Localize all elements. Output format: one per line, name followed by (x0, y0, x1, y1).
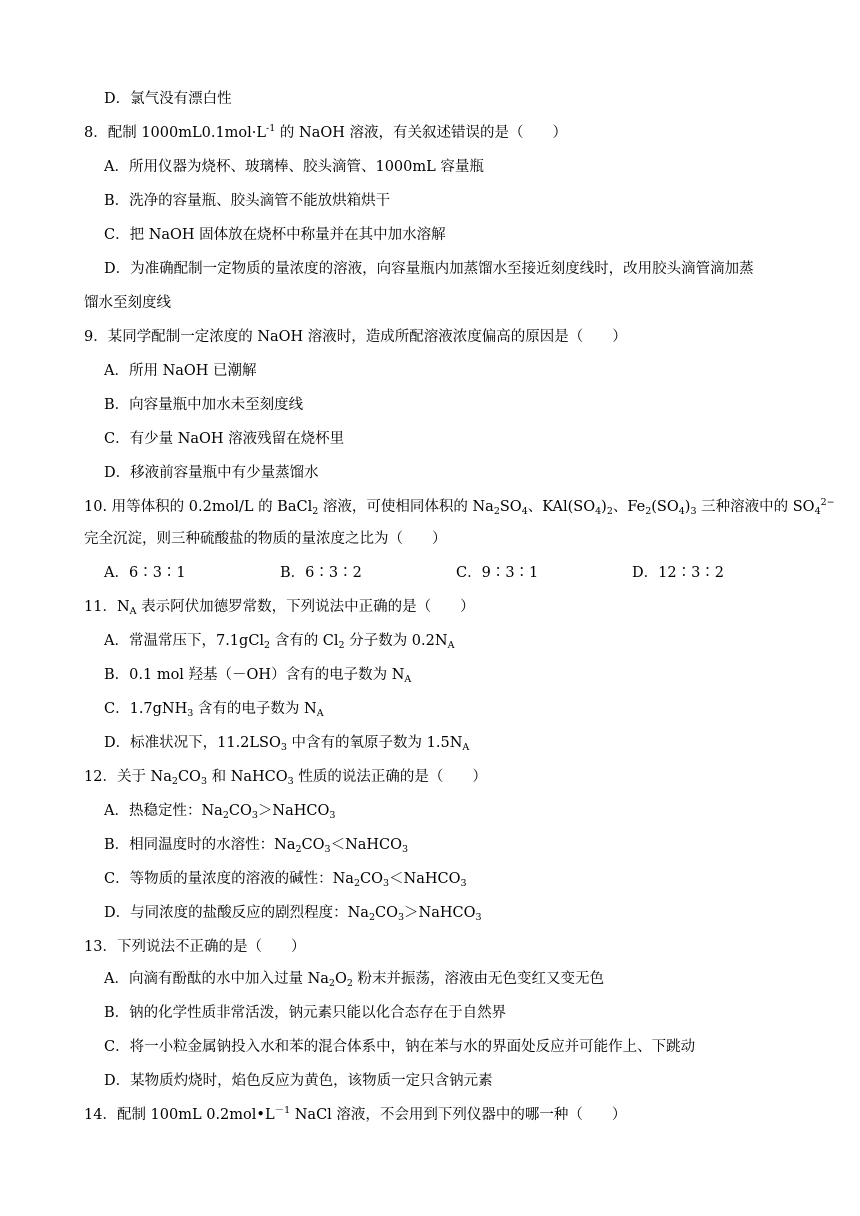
q11-option-a: A．常温常压下，7.1gCl$_2$ 含有的 $Cl_2$ 分子数为 $0.2N_A$ (104, 633, 455, 651)
q12-option-c: C．等物质的量浓度的溶液的碱性：$Na_2CO_3<NaHCO_3$ (104, 871, 467, 889)
q9-option-d: D．移液前容量瓶中有少量蒸馏水 (104, 465, 319, 481)
q8-option-a: A．所用仪器为烧杯、玻璃棒、胶头滴管、1000mL 容量瓶 (104, 159, 484, 175)
q13-option-a: A．向滴有酚酞的水中加入过量 $Na_2O_2$ 粉末并振荡，溶液由无色变红又变无色 (104, 971, 605, 989)
q10-option-c: C．9∶3∶1 (456, 565, 539, 581)
q10-option-a: A．6∶3∶1 (104, 565, 186, 581)
q12-option-a: A．热稳定性：$Na_2CO_3>NaHCO_3$ (104, 803, 336, 821)
q12-stem: 12．关于 $Na_2CO_3$ 和 NaHCO$_3$ 性质的说法正确的是（ ） (84, 769, 487, 787)
q11-option-b: B．0.1 mol 羟基（－OH）含有的电子数为 $N_A$ (104, 667, 412, 685)
q9-stem: 9．某同学配制一定浓度的 NaOH 溶液时，造成所配溶液浓度偏高的原因是（ ） (84, 329, 627, 345)
q8-option-d: D．为准确配制一定物质的量浓度的溶液，向容量瓶内加蒸馏水至接近刻度线时，改用胶头滴管滴加蒸 (104, 261, 754, 277)
q10-stem: 10. 用等体积的 0.2mol/L 的 BaCl$_2$ 溶液，可使相同体积的 $Na_2SO_4$、$KAl(SO_4)_2$、$Fe_2(SO_4)_3$ 三种溶液中的 $SO_4^{2-}$ (84, 497, 835, 517)
q9-option-b: B．向容量瓶中加水未至刻度线 (104, 397, 304, 413)
q14-stem: 14．配制 100mL $0.2mol•L^{-1}$ NaCl 溶液，不会用到下列仪器中的哪一种（ ） (84, 1105, 627, 1123)
q8-option-c: C．把 NaOH 固体放在烧杯中称量并在其中加水溶解 (104, 227, 446, 243)
q8-option-d-continued: 馏水至刻度线 (84, 295, 171, 311)
q9-option-c: C．有少量 NaOH 溶液残留在烧杯里 (104, 431, 345, 447)
q12-option-d: D．与同浓度的盐酸反应的剧烈程度：$Na_2CO_3>NaHCO_3$ (104, 905, 482, 923)
q13-option-c: C．将一小粒金属钠投入水和苯的混合体系中，钠在苯与水的界面处反应并可能作上、下跳动 (104, 1039, 696, 1055)
q13-option-b: B．钠的化学性质非常活泼，钠元素只能以化合态存在于自然界 (104, 1005, 507, 1021)
q10-option-b: B．6∶3∶2 (280, 565, 362, 581)
q11-option-d: D．标准状况下，$11.2LSO_3$ 中含有的氧原子数为 $1.5N_A$ (104, 735, 470, 753)
q13-option-d: D．某物质灼烧时，焰色反应为黄色，该物质一定只含钠元素 (104, 1073, 493, 1089)
q11-option-c: C．1.7gNH$_3$ 含有的电子数为 $N_A$ (104, 701, 324, 719)
q13-stem: 13．下列说法不正确的是（ ） (84, 939, 306, 955)
q7-option-d: D．氯气没有漂白性 (104, 91, 232, 107)
q10-option-d: D．12∶3∶2 (632, 565, 725, 581)
q10-options (0, 556, 860, 590)
q12-option-b: B．相同温度时的水溶性：$Na_2CO_3<NaHCO_3$ (104, 837, 409, 855)
q8-stem: 8．配制 $1000mL0.1mol\cdot L^{-1}$ 的 NaOH 溶液，有关叙述错误的是（ ） (84, 123, 567, 141)
q10-stem-continued: 完全沉淀，则三种硫酸盐的物质的量浓度之比为（ ） (84, 531, 447, 547)
q9-option-a: A．所用 NaOH 已潮解 (104, 363, 257, 379)
q8-option-b: B．洗净的容量瓶、胶头滴管不能放烘箱烘干 (104, 193, 391, 209)
q11-stem: 11．$N_A$ 表示阿伏加德罗常数，下列说法中正确的是（ ） (84, 599, 475, 617)
